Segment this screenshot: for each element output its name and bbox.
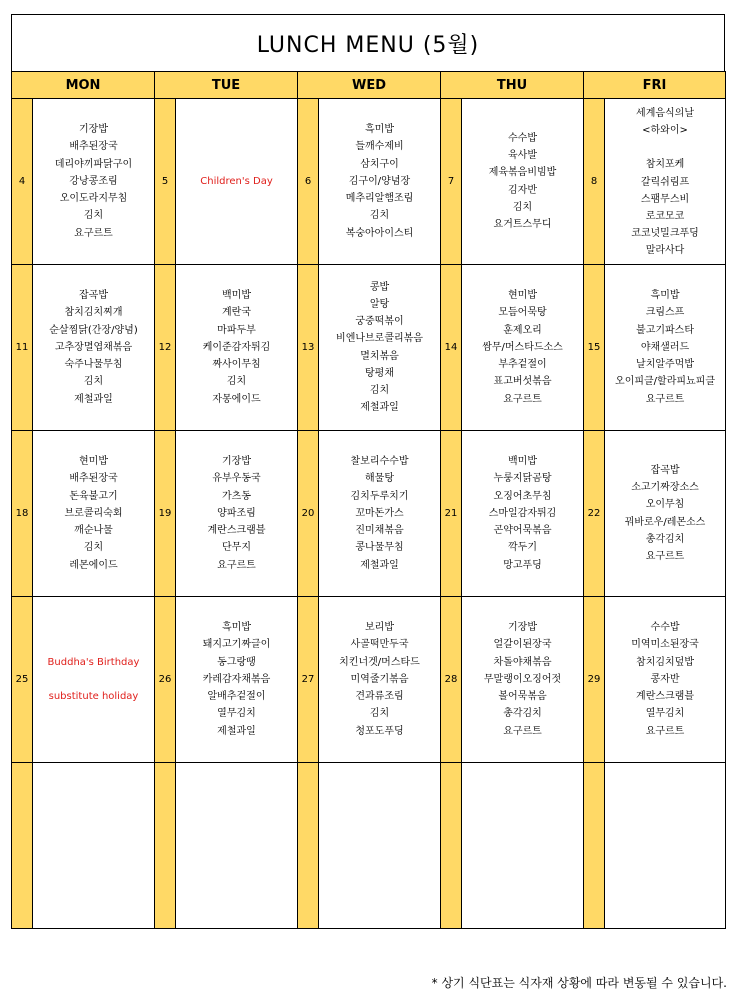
menu-item: 고추장멸엽채볶음 xyxy=(54,341,133,353)
menu-item: 해물탕 xyxy=(365,473,394,485)
menu-item: 복숭아아이스티 xyxy=(345,227,414,239)
menu-item: 요거트스무디 xyxy=(493,218,552,230)
menu-item: 진미채볶음 xyxy=(355,525,404,537)
menu-item: 카레감자채볶음 xyxy=(202,673,271,685)
menu-item: 요구르트 xyxy=(645,393,685,405)
menu-cell xyxy=(462,265,584,431)
date-cell: 11 xyxy=(12,265,33,431)
menu-item: 차돌야채볶음 xyxy=(493,656,552,668)
menu-item: 레몬에이드 xyxy=(69,559,118,571)
menu-item: 계란국 xyxy=(222,307,251,319)
menu-item: 수수밥 xyxy=(650,622,680,634)
spacer xyxy=(33,671,154,688)
menu-item: 오이무침 xyxy=(645,499,685,511)
menu-cell xyxy=(319,763,441,929)
menu-item: 흑미밥 xyxy=(365,124,394,136)
menu-item: 브로콜리숙회 xyxy=(64,507,123,519)
menu-item: 날치알주먹밥 xyxy=(636,359,694,371)
date-cell: 22 xyxy=(584,431,605,597)
menu-item: 꿔바로우/레몬소스 xyxy=(624,516,706,528)
menu-cell xyxy=(319,99,441,265)
menu-item: 참치김치찌개 xyxy=(64,307,123,319)
menu-item: 백미밥 xyxy=(222,290,251,302)
menu-item: 김치 xyxy=(369,708,390,720)
menu-cell xyxy=(605,99,726,265)
menu-item: 사골떡만두국 xyxy=(350,639,409,651)
menu-item: 참치김치덮밥 xyxy=(636,656,694,668)
menu-sheet xyxy=(11,14,725,929)
menu-item: 훈제오리 xyxy=(503,324,542,336)
menu-item: 동그랑땡 xyxy=(217,656,256,668)
menu-cell xyxy=(319,597,441,763)
menu-item: 열무김치 xyxy=(217,708,256,720)
day-header-thu: THU xyxy=(441,72,584,99)
week-row xyxy=(12,431,726,597)
menu-item: 곤약어묵볶음 xyxy=(493,525,552,537)
menu-item: 강낭콩조림 xyxy=(69,175,118,187)
menu-item: 배추된장국 xyxy=(69,141,118,153)
date-cell: 13 xyxy=(298,265,319,431)
menu-item: 육사발 xyxy=(508,150,537,162)
menu-item: 기장밥 xyxy=(222,456,251,468)
date-cell: 7 xyxy=(441,99,462,265)
menu-item: 숙주나물무침 xyxy=(64,359,123,371)
menu-item: 제철과일 xyxy=(360,402,399,414)
menu-item: 제철과일 xyxy=(74,393,113,405)
holiday-cell xyxy=(176,99,298,265)
date-cell: 29 xyxy=(584,597,605,763)
menu-item: 김치 xyxy=(369,210,390,222)
week-row xyxy=(12,99,726,265)
menu-item: 김치 xyxy=(369,384,390,396)
menu-item: 찰보리수수밥 xyxy=(350,456,409,468)
menu-item: 깨순나물 xyxy=(74,525,113,537)
menu-item: 제철과일 xyxy=(217,725,256,737)
date-cell: 4 xyxy=(12,99,33,265)
menu-item: 말라사다 xyxy=(645,245,685,257)
menu-item: 소고기짜장소스 xyxy=(631,482,699,494)
date-cell: 26 xyxy=(155,597,176,763)
date-cell: 12 xyxy=(155,265,176,431)
holiday-label: Children's Day xyxy=(200,175,273,187)
menu-cell xyxy=(176,265,298,431)
menu-item: 콩나물무침 xyxy=(355,542,404,554)
menu-item: 세계음식의날 xyxy=(636,108,694,119)
menu-item: 쌈무/머스타드소스 xyxy=(482,341,563,353)
menu-item: 총각김치 xyxy=(645,533,685,545)
menu-item: 마파두부 xyxy=(217,324,256,336)
menu-item: 김치 xyxy=(83,210,104,222)
menu-item: 김치두루치기 xyxy=(350,490,409,502)
menu-item: 알탕 xyxy=(369,298,390,310)
date-cell: 21 xyxy=(441,431,462,597)
menu-item: 치킨너겟/머스타드 xyxy=(339,656,420,668)
menu-item: 오이도라지무침 xyxy=(59,193,128,205)
menu-item: 비엔나브로콜리볶음 xyxy=(336,333,423,345)
date-cell: 19 xyxy=(155,431,176,597)
date-cell: 27 xyxy=(298,597,319,763)
menu-item: 김자반 xyxy=(508,184,537,196)
menu-item: 크림스프 xyxy=(645,307,685,319)
menu-item: 계란스크램블 xyxy=(636,691,694,703)
menu-item: 깍두기 xyxy=(508,542,537,554)
menu-cell xyxy=(319,431,441,597)
menu-item: 콩밥 xyxy=(369,281,390,293)
date-cell xyxy=(155,763,176,929)
day-header-row xyxy=(12,72,726,99)
menu-item: 현미밥 xyxy=(508,290,537,302)
menu-item: 알배추겉절이 xyxy=(207,691,266,703)
menu-item: 견과류조림 xyxy=(355,691,404,703)
menu-item: 순살찜닭(간장/양념) xyxy=(49,324,138,336)
menu-item: 참치포케 xyxy=(645,159,685,171)
menu-item: 배추된장국 xyxy=(69,473,118,485)
menu-item: 요구르트 xyxy=(503,725,542,737)
date-cell: 15 xyxy=(584,265,605,431)
holiday-label: substitute holiday xyxy=(48,691,139,702)
menu-item: 얼갈이된장국 xyxy=(493,639,552,651)
menu-item: 계란스크램블 xyxy=(207,525,266,537)
date-cell: 25 xyxy=(12,597,33,763)
menu-cell xyxy=(605,763,726,929)
day-header-fri: FRI xyxy=(584,72,726,99)
menu-item: 요구르트 xyxy=(217,559,256,571)
menu-item: 김구이/양념장 xyxy=(348,175,411,187)
menu-cell xyxy=(462,99,584,265)
menu-item: 볼어묵볶음 xyxy=(498,691,547,703)
menu-item: 돼지고기짜글이 xyxy=(202,639,271,651)
day-header-tue: TUE xyxy=(155,72,298,99)
menu-item: 단무지 xyxy=(222,542,251,554)
day-header-mon: MON xyxy=(12,72,155,99)
menu-item: 코코넛밀크푸딩 xyxy=(631,228,699,240)
menu-cell xyxy=(319,265,441,431)
menu-item: 기장밥 xyxy=(508,622,537,634)
date-cell xyxy=(441,763,462,929)
menu-item: 현미밥 xyxy=(79,456,108,468)
menu-item: 잡곡밥 xyxy=(79,290,108,302)
menu-item: 김치 xyxy=(83,376,104,388)
menu-title: LUNCH MENU (5월) xyxy=(11,14,725,71)
menu-item: 가츠동 xyxy=(222,490,251,502)
week-row xyxy=(12,265,726,431)
menu-item: 김치 xyxy=(512,201,533,213)
menu-item: 양파조림 xyxy=(217,507,256,519)
menu-item: 돈육불고기 xyxy=(69,490,118,502)
date-cell: 6 xyxy=(298,99,319,265)
menu-item: 요구르트 xyxy=(645,725,685,737)
date-cell: 18 xyxy=(12,431,33,597)
menu-item: <하와이> xyxy=(642,125,688,137)
menu-item: 궁중떡볶이 xyxy=(355,316,404,328)
menu-cell xyxy=(462,597,584,763)
menu-item: 로코모코 xyxy=(645,211,685,223)
menu-item: 청포도푸딩 xyxy=(355,725,404,737)
menu-item: 오징어초무침 xyxy=(493,490,552,502)
menu-item: 유부우동국 xyxy=(212,473,261,485)
spacer xyxy=(605,139,725,156)
menu-item: 오이피클/할라피뇨피클 xyxy=(615,376,716,388)
menu-item: 케이준감자튀김 xyxy=(202,341,271,353)
menu-item: 백미밥 xyxy=(508,456,537,468)
footnote: * 상기 식단표는 식자재 상황에 따라 변동될 수 있습니다. xyxy=(431,976,727,990)
menu-item: 요구르트 xyxy=(74,227,113,239)
menu-cell xyxy=(176,431,298,597)
menu-item: 콩자반 xyxy=(650,673,680,685)
menu-cell xyxy=(33,431,155,597)
menu-item: 자몽에이드 xyxy=(212,393,261,405)
menu-item: 들깨수제비 xyxy=(355,141,404,153)
menu-item: 데리야끼파닭구이 xyxy=(54,158,133,170)
menu-cell xyxy=(176,597,298,763)
menu-table xyxy=(11,71,726,929)
menu-item: 수수밥 xyxy=(508,132,537,144)
menu-item: 요구르트 xyxy=(503,393,542,405)
holiday-label: Buddha's Birthday xyxy=(47,656,140,668)
menu-item: 메추리알햄조림 xyxy=(345,193,414,205)
menu-cell xyxy=(462,763,584,929)
menu-item: 잡곡밥 xyxy=(650,464,680,476)
menu-item: 스팸무스비 xyxy=(640,193,690,205)
menu-item: 기장밥 xyxy=(79,124,108,136)
menu-item: 모듬어묵탕 xyxy=(498,307,547,319)
menu-item: 제육볶음비빔밥 xyxy=(488,167,557,179)
menu-cell xyxy=(33,99,155,265)
menu-cell xyxy=(33,265,155,431)
date-cell: 8 xyxy=(584,99,605,265)
date-cell: 28 xyxy=(441,597,462,763)
menu-item: 짜사이무침 xyxy=(212,359,261,371)
menu-item: 탕평채 xyxy=(365,367,394,379)
week-row xyxy=(12,597,726,763)
date-cell: 5 xyxy=(155,99,176,265)
day-header-wed: WED xyxy=(298,72,441,99)
menu-item: 흑미밥 xyxy=(650,290,680,302)
menu-item: 야채샐러드 xyxy=(640,341,690,353)
menu-item: 김치 xyxy=(83,542,104,554)
menu-item: 스마일감자튀김 xyxy=(488,507,557,519)
menu-item: 망고푸딩 xyxy=(503,559,542,571)
menu-item: 미역미소된장국 xyxy=(631,639,699,651)
date-cell: 20 xyxy=(298,431,319,597)
date-cell xyxy=(584,763,605,929)
holiday-cell xyxy=(33,597,155,763)
menu-item: 표고버섯볶음 xyxy=(493,376,552,388)
menu-item: 무말랭이오징어젓 xyxy=(483,673,562,685)
menu-item: 김치 xyxy=(226,376,247,388)
menu-item: 갈릭쉬림프 xyxy=(640,176,690,188)
date-cell: 14 xyxy=(441,265,462,431)
menu-item: 제철과일 xyxy=(360,559,399,571)
menu-item: 멸치볶음 xyxy=(360,350,399,362)
menu-item: 삼치구이 xyxy=(360,158,399,170)
menu-cell xyxy=(462,431,584,597)
date-cell xyxy=(298,763,319,929)
menu-item: 보리밥 xyxy=(365,622,394,634)
menu-cell xyxy=(176,763,298,929)
date-cell xyxy=(12,763,33,929)
menu-cell xyxy=(605,265,726,431)
menu-cell xyxy=(605,597,726,763)
menu-item: 총각김치 xyxy=(503,708,542,720)
menu-item: 미역줄기볶음 xyxy=(350,673,409,685)
menu-item: 열무김치 xyxy=(645,708,685,720)
menu-item: 꼬마돈가스 xyxy=(355,507,404,519)
menu-cell xyxy=(605,431,726,597)
week-row xyxy=(12,763,726,929)
menu-item: 불고기파스타 xyxy=(636,324,694,336)
menu-item: 누룽지닭곰탕 xyxy=(493,473,552,485)
menu-item: 부추겉절이 xyxy=(498,359,547,371)
menu-item: 흑미밥 xyxy=(222,622,251,634)
menu-item: 요구르트 xyxy=(645,550,685,562)
menu-cell xyxy=(33,763,155,929)
